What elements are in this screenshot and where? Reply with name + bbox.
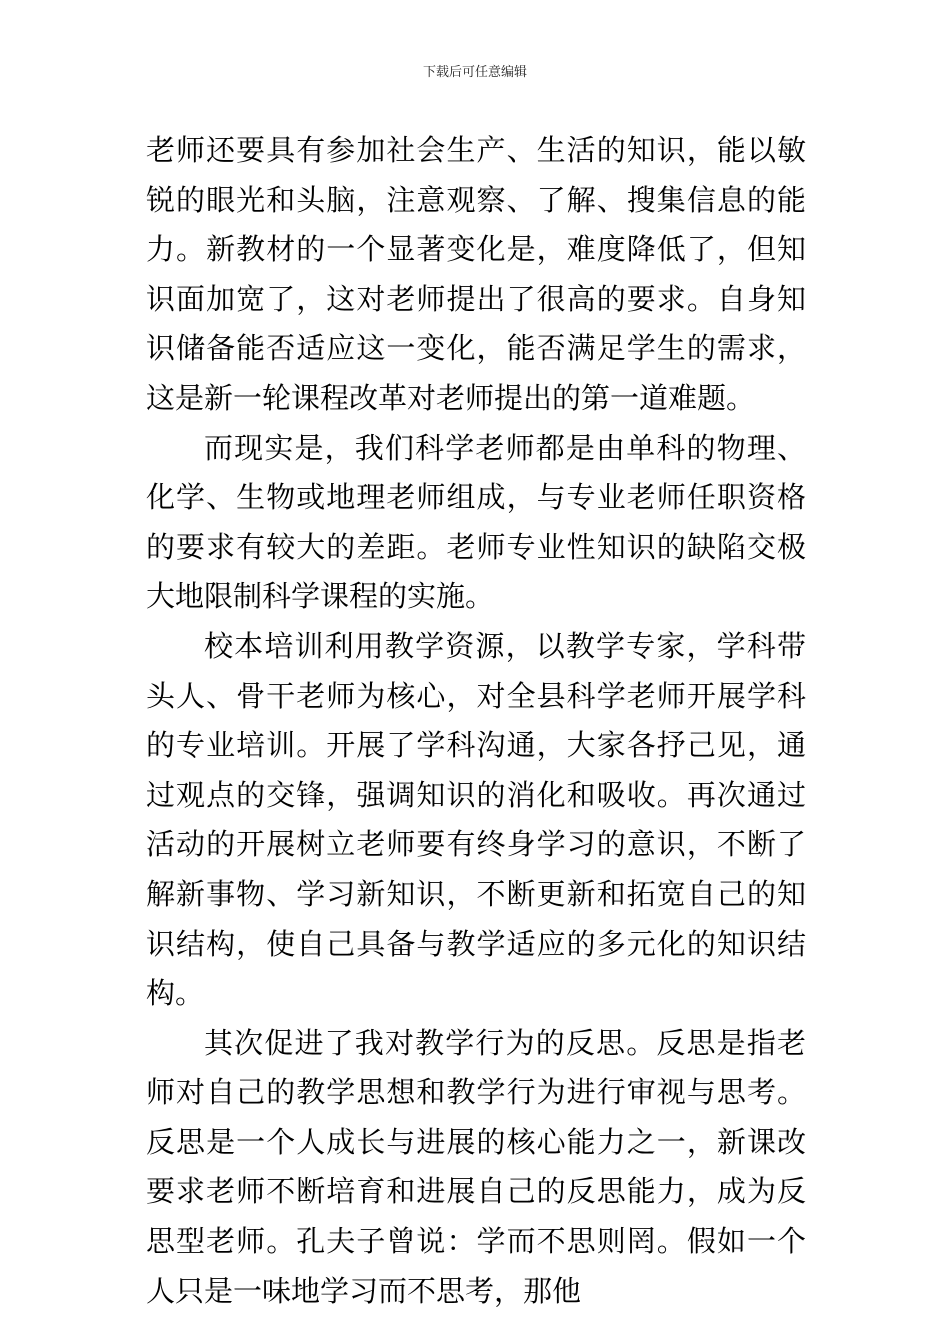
page-header: 下载后可任意编辑 [422, 65, 527, 80]
paragraph-1: 老师还要具有参加社会生产、生活的知识，能以敏锐的眼光和头脑，注意观察、了解、搜集信息的能力。新教材的一个显著变化是，难度降低了，但知识面加宽了，这对老师提出了很高的要求。自身知识储备能否适应这一变化，能否满足学生的需求，这是新一轮课程改革对老师提出的第一道难题。 [146, 133, 806, 415]
paragraph-2: 而现实是，我们科学老师都是由单科的物理、化学、生物或地理老师组成，与专业老师任职资格的要求有较大的差距。老师专业性知识的缺陷交极大地限制科学课程的实施。 [146, 430, 806, 614]
paragraph-4: 其次促进了我对教学行为的反思。反思是指老师对自己的教学思想和教学行为进行审视与思考。反思是一个人成长与进展的核心能力之一，新课改要求老师不断培育和进展自己的反思能力，成为反思型老师。孔夫子曾说：学而不思则罔。假如一个人只是一味地学习而不思考，那他 [146, 1025, 806, 1308]
paragraph-3: 校本培训利用教学资源，以教学专家，学科带头人、骨干老师为核心，对全县科学老师开展学科的专业培训。开展了学科沟通，大家各抒己见，通过观点的交锋，强调知识的消化和吸收。再次通过活动的开展树立老师要有终身学习的意识，不断了解新事物、学习新知识，不断更新和拓宽自己的知识结构，使自己具备与教学适应的多元化的知识结构。 [146, 628, 806, 1011]
document-body [146, 126, 806, 1316]
